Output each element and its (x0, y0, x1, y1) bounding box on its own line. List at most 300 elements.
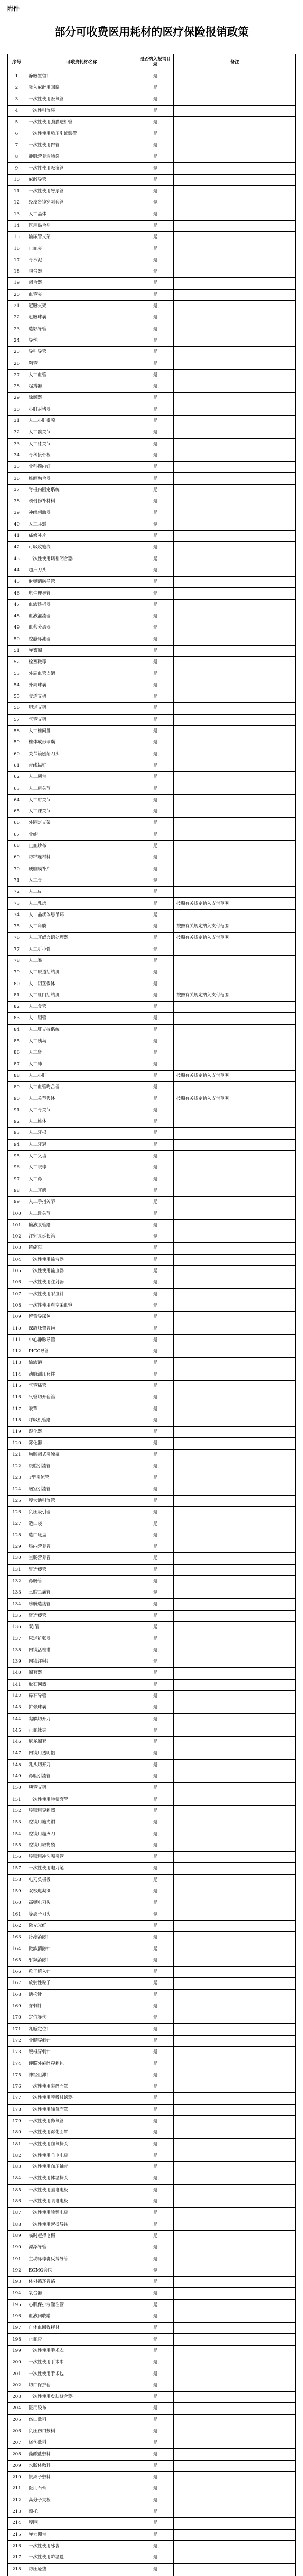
row-number: 44 (8, 565, 26, 576)
table-row (8, 887, 296, 898)
row-number: 9 (8, 163, 26, 174)
item-name: 血液回收罐 (26, 2311, 137, 2322)
row-number: 98 (8, 1185, 26, 1196)
remarks (174, 71, 296, 82)
remarks: 按照有关规定纳入支付范围 (174, 1093, 296, 1105)
item-name: 医用胶布 (26, 2403, 137, 2414)
item-name: 一次性使用皮肤缝合器 (26, 2391, 137, 2402)
item-name: 一次性使用降温毯 (26, 2552, 137, 2564)
row-number: 182 (8, 2150, 26, 2161)
table-row (8, 1874, 296, 1886)
table-row (8, 611, 296, 622)
table-row (8, 1886, 296, 1897)
remarks (174, 128, 296, 140)
remarks (174, 1139, 296, 1150)
remarks (174, 209, 296, 220)
row-number: 60 (8, 749, 26, 760)
item-name: 关节镜刨削刀头 (26, 749, 137, 760)
row-number: 130 (8, 1553, 26, 1564)
included-in-catalog: 是 (137, 2058, 174, 2070)
included-in-catalog: 是 (137, 794, 174, 806)
row-number: 166 (8, 1966, 26, 1977)
table-row (8, 565, 296, 576)
remarks (174, 2035, 296, 2046)
row-number: 45 (8, 577, 26, 588)
table-row (8, 1495, 296, 1506)
table-row (8, 2230, 296, 2242)
item-name: 镇痛泵 (26, 1243, 137, 1254)
included-in-catalog: 是 (137, 829, 174, 840)
item-name: 藻酸盐敷料 (26, 2449, 137, 2460)
item-name: 起搏器 (26, 381, 137, 393)
table-row (8, 1231, 296, 1242)
item-name: 一次性引流袋 (26, 105, 137, 116)
remarks (174, 760, 296, 771)
item-name: 湿化器 (26, 1427, 137, 1438)
row-number: 42 (8, 542, 26, 553)
table-row (8, 1185, 296, 1196)
row-number: 67 (8, 829, 26, 840)
item-name: 脑室引流管 (26, 1484, 137, 1495)
included-in-catalog: 是 (137, 151, 174, 163)
included-in-catalog: 是 (137, 220, 174, 231)
item-name: 喉罩 (26, 1403, 137, 1415)
item-name: 外周血管支架 (26, 668, 137, 680)
remarks (174, 2139, 296, 2150)
remarks (174, 691, 296, 703)
item-name: 人工肛门括约肌 (26, 990, 137, 1001)
remarks (174, 840, 296, 852)
row-number: 204 (8, 2403, 26, 2414)
item-name: 人工喉 (26, 955, 137, 967)
included-in-catalog: 是 (137, 2495, 174, 2506)
remarks: 按照有关规定纳入支付范围 (174, 933, 296, 944)
included-in-catalog: 是 (137, 1932, 174, 1943)
table-row (8, 1541, 296, 1553)
row-number: 215 (8, 2529, 26, 2540)
item-name: 脊柱内固定系统 (26, 484, 137, 496)
item-name: 椎间融合器 (26, 473, 137, 484)
included-in-catalog: 是 (137, 1438, 174, 1449)
included-in-catalog: 是 (137, 714, 174, 725)
item-name: 止血纱布 (26, 840, 137, 852)
remarks (174, 105, 296, 116)
table-row (8, 657, 296, 668)
included-in-catalog: 是 (137, 1070, 174, 1081)
remarks (174, 1449, 296, 1461)
item-name: 碎石导管 (26, 1690, 137, 1702)
remarks (174, 1438, 296, 1449)
row-number: 1 (8, 71, 26, 82)
remarks (174, 140, 296, 151)
row-number: 39 (8, 507, 26, 519)
remarks (174, 369, 296, 381)
row-number: 4 (8, 105, 26, 116)
item-name: 留置导尿包 (26, 1312, 137, 1323)
item-name: 主动脉球囊反搏导管 (26, 2253, 137, 2265)
item-name: 导丝 (26, 335, 137, 346)
table-row (8, 680, 296, 691)
table-row (8, 2162, 296, 2173)
row-number: 148 (8, 1759, 26, 1771)
item-name: 人工乳房 (26, 898, 137, 909)
item-name: 人工心脏 (26, 1070, 137, 1081)
row-number: 195 (8, 2299, 26, 2311)
included-in-catalog: 是 (137, 185, 174, 197)
table-row (8, 2058, 296, 2070)
item-name: T型引流管 (26, 1472, 137, 1484)
included-in-catalog: 是 (137, 1897, 174, 1909)
row-number: 72 (8, 887, 26, 898)
remarks (174, 2323, 296, 2334)
row-number: 26 (8, 358, 26, 369)
included-in-catalog: 是 (137, 553, 174, 565)
row-number: 120 (8, 1438, 26, 1449)
remarks (174, 565, 296, 576)
included-in-catalog: 是 (137, 611, 174, 622)
table-row (8, 1162, 296, 1174)
remarks (174, 404, 296, 415)
remarks (174, 1277, 296, 1289)
row-number: 82 (8, 1002, 26, 1013)
row-number: 23 (8, 324, 26, 335)
item-name: 一次性使用血氧探头 (26, 2139, 137, 2150)
row-number: 73 (8, 898, 26, 909)
item-name: 血液灌流器 (26, 611, 137, 622)
table-row (8, 1438, 296, 1449)
included-in-catalog: 是 (137, 1093, 174, 1105)
included-in-catalog: 是 (137, 1966, 174, 1977)
item-name: 氧合器 (26, 2288, 137, 2299)
row-number: 107 (8, 1289, 26, 1300)
item-name: 腔镜用取物袋 (26, 1840, 137, 1851)
row-number: 158 (8, 1874, 26, 1886)
table-row (8, 2380, 296, 2391)
remarks (174, 2391, 296, 2402)
remarks (174, 1943, 296, 1955)
included-in-catalog: 是 (137, 1771, 174, 1782)
table-row (8, 1599, 296, 1610)
included-in-catalog: 是 (137, 71, 174, 82)
included-in-catalog: 是 (137, 1312, 174, 1323)
row-number: 170 (8, 2012, 26, 2024)
item-name: 骨蜡 (26, 829, 137, 840)
included-in-catalog: 是 (137, 2323, 174, 2334)
row-number: 126 (8, 1507, 26, 1518)
row-number: 134 (8, 1599, 26, 1610)
item-name: 体外循环管路 (26, 2277, 137, 2288)
item-name: 食道支架 (26, 691, 137, 703)
table-row (8, 749, 296, 760)
table-row (8, 1943, 296, 1955)
remarks (174, 232, 296, 243)
table-row (8, 1484, 296, 1495)
table-row (8, 1323, 296, 1334)
remarks (174, 553, 296, 565)
remarks (174, 484, 296, 496)
remarks (174, 1415, 296, 1426)
included-in-catalog: 是 (137, 887, 174, 898)
table-row (8, 1116, 296, 1128)
table-row (8, 1403, 296, 1415)
table-row (8, 1082, 296, 1093)
remarks (174, 967, 296, 978)
remarks (174, 1002, 296, 1013)
remarks (174, 1610, 296, 1621)
row-number: 156 (8, 1852, 26, 1863)
remarks (174, 438, 296, 450)
item-name: 经皮肾镜穿刺套管 (26, 197, 137, 209)
item-name: 内镜注射针 (26, 1656, 137, 1667)
row-number: 173 (8, 2047, 26, 2058)
item-name: 颈托 (26, 2506, 137, 2517)
item-name: 吻合器 (26, 266, 137, 278)
remarks (174, 1197, 296, 1208)
remarks (174, 2058, 296, 2070)
remarks (174, 1668, 296, 1679)
table-row (8, 151, 296, 163)
table-row (8, 1645, 296, 1656)
remarks (174, 577, 296, 588)
included-in-catalog: 是 (137, 944, 174, 955)
included-in-catalog: 是 (137, 1243, 174, 1254)
row-number: 8 (8, 151, 26, 163)
row-number: 21 (8, 300, 26, 312)
included-in-catalog: 是 (137, 1059, 174, 1070)
included-in-catalog: 是 (137, 289, 174, 300)
remarks (174, 645, 296, 656)
remarks (174, 462, 296, 473)
remarks (174, 737, 296, 749)
remarks (174, 312, 296, 324)
item-name: 一次性使用采血针 (26, 1289, 137, 1300)
row-number: 96 (8, 1162, 26, 1174)
remarks (174, 1737, 296, 1748)
item-name: 胸腔闭式引流瓶 (26, 1449, 137, 1461)
item-name: 人工阴茎假体 (26, 978, 137, 990)
table-row (8, 634, 296, 645)
table-row (8, 1002, 296, 1013)
column-header-included: 是否纳入报销目录 (137, 54, 174, 71)
row-number: 192 (8, 2265, 26, 2276)
item-name: 造口底盘 (26, 1530, 137, 1541)
table-row (8, 2208, 296, 2219)
table-row (8, 2047, 296, 2058)
included-in-catalog: 是 (137, 266, 174, 278)
table-row (8, 1518, 296, 1530)
row-number: 92 (8, 1116, 26, 1128)
item-name: 人工肝支持系统 (26, 1024, 137, 1036)
included-in-catalog: 是 (137, 335, 174, 346)
remarks (174, 749, 296, 760)
included-in-catalog: 是 (137, 393, 174, 404)
item-name: 人工椎间盘 (26, 725, 137, 737)
item-name: 椎体成形球囊 (26, 737, 137, 749)
item-name: 人工肩关节 (26, 783, 137, 794)
item-name: 注射泵延长管 (26, 1231, 137, 1242)
remarks (174, 2196, 296, 2207)
item-name: 射频消融针 (26, 1955, 137, 1966)
included-in-catalog: 是 (137, 82, 174, 94)
remarks (174, 1484, 296, 1495)
remarks (174, 1208, 296, 1219)
item-name: 负压吸引器 (26, 1507, 137, 1518)
table-row (8, 1690, 296, 1702)
included-in-catalog: 是 (137, 818, 174, 829)
remarks (174, 1300, 296, 1311)
included-in-catalog: 是 (137, 955, 174, 967)
table-row (8, 209, 296, 220)
row-number: 206 (8, 2426, 26, 2437)
table-row (8, 278, 296, 289)
table-row (8, 404, 296, 415)
row-number: 104 (8, 1254, 26, 1265)
table-row (8, 2265, 296, 2276)
remarks (174, 163, 296, 174)
table-row (8, 1174, 296, 1185)
row-number: 78 (8, 955, 26, 967)
remarks (174, 2127, 296, 2139)
item-name: 膀胱造瘘管 (26, 1599, 137, 1610)
row-number: 214 (8, 2518, 26, 2529)
table-row (8, 2150, 296, 2161)
remarks: 按照有关规定纳入支付范围 (174, 921, 296, 932)
remarks (174, 266, 296, 278)
included-in-catalog: 是 (137, 577, 174, 588)
row-number: 122 (8, 1461, 26, 1472)
row-number: 12 (8, 197, 26, 209)
table-row (8, 185, 296, 197)
row-number: 6 (8, 128, 26, 140)
included-in-catalog: 是 (137, 1105, 174, 1116)
remarks (174, 2495, 296, 2506)
remarks: 按照有关规定纳入支付范围 (174, 898, 296, 909)
row-number: 179 (8, 2115, 26, 2127)
remarks (174, 2173, 296, 2184)
row-number: 36 (8, 473, 26, 484)
column-header-remarks: 备注 (174, 54, 296, 71)
included-in-catalog: 是 (137, 496, 174, 507)
item-name: 静脉营养输液袋 (26, 151, 137, 163)
row-number: 18 (8, 266, 26, 278)
remarks (174, 863, 296, 875)
remarks (174, 1955, 296, 1966)
included-in-catalog: 是 (137, 1748, 174, 1759)
included-in-catalog: 是 (137, 2012, 174, 2024)
row-number: 184 (8, 2173, 26, 2184)
item-name: 肾造瘘管 (26, 1610, 137, 1621)
row-number: 27 (8, 369, 26, 381)
table-row (8, 553, 296, 565)
remarks (174, 1036, 296, 1047)
remarks (174, 2242, 296, 2253)
included-in-catalog: 是 (137, 2540, 174, 2552)
item-name: 尿道扩张器 (26, 1633, 137, 1645)
table-row (8, 2173, 296, 2184)
row-number: 33 (8, 438, 26, 450)
table-row (8, 840, 296, 852)
row-number: 199 (8, 2345, 26, 2357)
included-in-catalog: 是 (137, 2115, 174, 2127)
table-row (8, 1392, 296, 1403)
item-name: 输液泵管路 (26, 1219, 137, 1231)
item-name: 带线锚钉 (26, 760, 137, 771)
remarks (174, 1162, 296, 1174)
remarks (174, 1599, 296, 1610)
row-number: 175 (8, 2070, 26, 2081)
item-name: 输液港 (26, 1358, 137, 1369)
remarks (174, 1932, 296, 1943)
table-row (8, 1759, 296, 1771)
item-name: 一次性使用切割闭合器 (26, 553, 137, 565)
remarks (174, 818, 296, 829)
remarks (174, 393, 296, 404)
included-in-catalog: 是 (137, 2242, 174, 2253)
table-row (8, 1920, 296, 1931)
included-in-catalog: 是 (137, 1380, 174, 1392)
included-in-catalog: 是 (137, 2081, 174, 2092)
included-in-catalog: 是 (137, 1759, 174, 1771)
item-name: 银离子敷料 (26, 2472, 137, 2483)
remarks (174, 1759, 296, 1771)
row-number: 163 (8, 1932, 26, 1943)
included-in-catalog: 是 (137, 1633, 174, 1645)
item-name: 双J管 (26, 1622, 137, 1633)
included-in-catalog: 是 (137, 2104, 174, 2115)
included-in-catalog: 是 (137, 898, 174, 909)
row-number: 69 (8, 852, 26, 863)
table-row (8, 2323, 296, 2334)
table-row (8, 2449, 296, 2460)
included-in-catalog: 是 (137, 507, 174, 519)
column-header-number: 序号 (8, 54, 26, 71)
included-in-catalog: 是 (137, 1116, 174, 1128)
included-in-catalog: 是 (137, 933, 174, 944)
included-in-catalog: 是 (137, 1472, 174, 1484)
table-row (8, 760, 296, 771)
included-in-catalog: 是 (137, 852, 174, 863)
row-number: 212 (8, 2495, 26, 2506)
included-in-catalog: 是 (137, 2047, 174, 2058)
item-name: 骨科接骨板 (26, 450, 137, 461)
row-number: 194 (8, 2288, 26, 2299)
row-number: 137 (8, 1633, 26, 1645)
row-number: 111 (8, 1334, 26, 1346)
included-in-catalog: 是 (137, 1254, 174, 1265)
item-name: 一次性使用肌电电极 (26, 2196, 137, 2207)
column-header-item-name: 可收费耗材名称 (26, 54, 137, 71)
table-row (8, 978, 296, 990)
item-name: 人工听小骨 (26, 944, 137, 955)
row-number: 125 (8, 1495, 26, 1506)
item-name: 气管切开套管 (26, 1392, 137, 1403)
included-in-catalog: 是 (137, 2426, 174, 2437)
row-number: 57 (8, 714, 26, 725)
item-name: 造口袋 (26, 1518, 137, 1530)
table-row (8, 2196, 296, 2207)
row-number: 128 (8, 1530, 26, 1541)
item-name: 腔镜用施夹钳 (26, 1817, 137, 1828)
item-name: 一次性使用除颤电极 (26, 2208, 137, 2219)
remarks (174, 1495, 296, 1506)
included-in-catalog: 是 (137, 1909, 174, 1920)
table-row (8, 990, 296, 1001)
remarks (174, 2460, 296, 2471)
table-row (8, 645, 296, 656)
item-name: 硬膜外麻醉穿刺包 (26, 2058, 137, 2070)
remarks (174, 1633, 296, 1645)
remarks (174, 2518, 296, 2529)
